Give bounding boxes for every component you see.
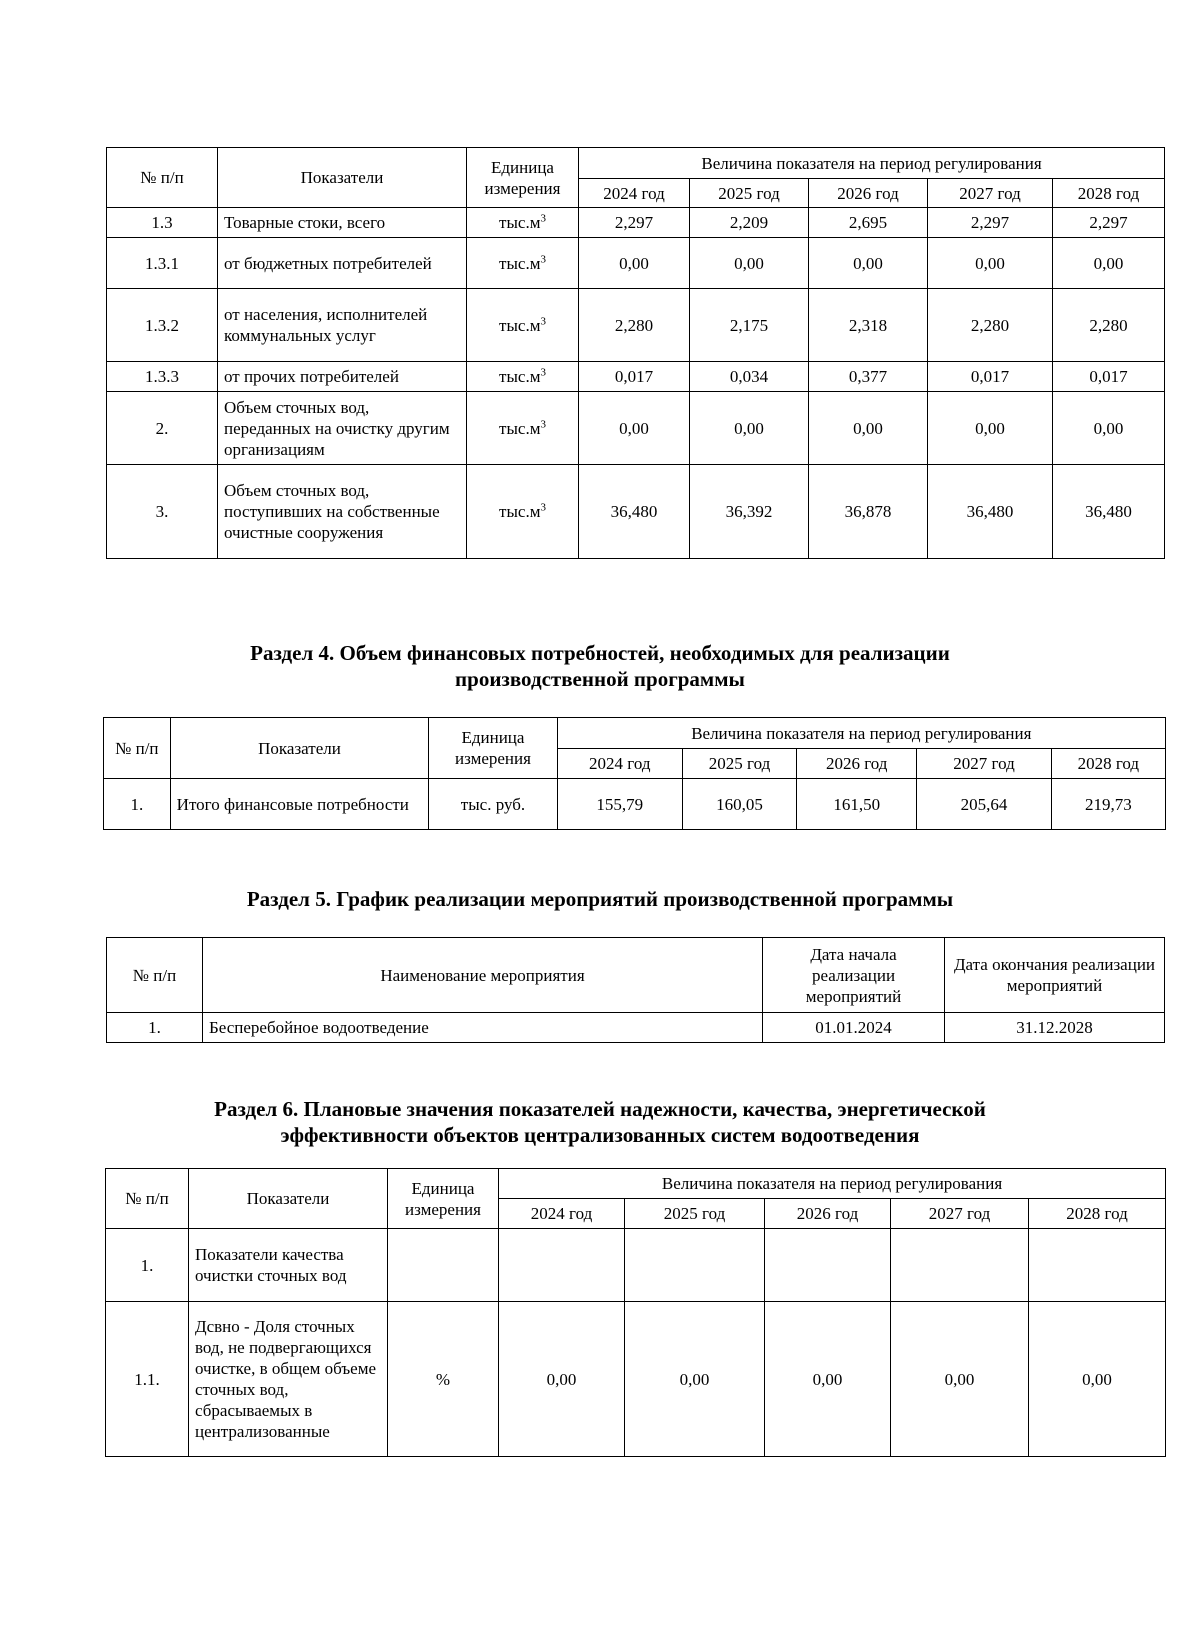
row-name: Товарные стоки, всего (218, 208, 467, 238)
value-cell (765, 1229, 891, 1302)
col-header-period: Величина показателя на период регулирования (499, 1169, 1166, 1199)
col-header-num: № п/п (106, 1169, 189, 1229)
year-header: 2025 год (682, 749, 796, 779)
value-cell: 0,00 (1053, 392, 1165, 465)
value-cell: 2,280 (928, 289, 1053, 362)
year-header: 2025 год (690, 179, 809, 208)
table-row (107, 362, 1165, 392)
row-name: Бесперебойное водоотведение (203, 1013, 763, 1043)
schedule-table (106, 937, 1165, 1043)
col-header-unit: Единица измерения (429, 718, 557, 779)
value-cell: 0,00 (690, 392, 809, 465)
row-unit: тыс. руб. (429, 779, 557, 830)
value-cell: 0,00 (765, 1302, 891, 1457)
year-header: 2027 год (891, 1199, 1029, 1229)
value-cell: 2,297 (928, 208, 1053, 238)
financial-needs-table (103, 717, 1166, 830)
col-header-unit: Единица измерения (467, 148, 579, 208)
value-cell: 2,209 (690, 208, 809, 238)
table-row (107, 465, 1165, 559)
value-cell: 2,297 (1053, 208, 1165, 238)
value-cell: 0,00 (809, 392, 928, 465)
col-header-num: № п/п (107, 148, 218, 208)
row-num: 1.3.2 (107, 289, 218, 362)
row-name: Дсвно - Доля сточных вод, не подвергающихся очистке, в общем объеме сточных вод, сбрасываемых в централизованные (189, 1302, 388, 1457)
row-unit: $тыс.м^3$ (467, 465, 579, 559)
value-cell: 0,377 (809, 362, 928, 392)
section5-title: Раздел 5. График реализации мероприятий производственной программы (246, 887, 954, 911)
row-num: 1.1. (106, 1302, 189, 1457)
value-cell: 0,00 (928, 238, 1053, 289)
value-cell: 0,00 (928, 392, 1053, 465)
section4-title-line2: производственной программы (455, 667, 745, 691)
value-cell: 0,00 (891, 1302, 1029, 1457)
row-name: от бюджетных потребителей (218, 238, 467, 289)
value-cell: 2,695 (809, 208, 928, 238)
col-header-num: № п/п (107, 938, 203, 1013)
year-header: 2027 год (928, 179, 1053, 208)
value-cell: 2,280 (579, 289, 690, 362)
row-num: 1.3 (107, 208, 218, 238)
row-unit: $тыс.м^3$ (467, 289, 579, 362)
section6-title (0, 1096, 1200, 1148)
year-header: 2028 год (1053, 179, 1165, 208)
value-cell: 0,017 (579, 362, 690, 392)
section6-title-line1: Раздел 6. Плановые значения показателей надежности, качества, энергетической (214, 1097, 986, 1121)
row-num: 2. (107, 392, 218, 465)
col-header-period: Величина показателя на период регулирования (557, 718, 1165, 749)
row-name: от населения, исполнителей коммунальных услуг (218, 289, 467, 362)
col-header-period: Величина показателя на период регулирования (579, 148, 1165, 179)
value-cell: 2,280 (1053, 289, 1165, 362)
year-header: 2024 год (579, 179, 690, 208)
row-name: Итого финансовые потребности (170, 779, 429, 830)
value-cell: 2,297 (579, 208, 690, 238)
year-header: 2026 год (765, 1199, 891, 1229)
col-header-indicator: Показатели (218, 148, 467, 208)
table-row (107, 392, 1165, 465)
row-unit: $тыс.м^3$ (467, 208, 579, 238)
col-header-end: Дата окончания реализации мероприятий (945, 938, 1165, 1013)
value-cell: 36,480 (579, 465, 690, 559)
value-cell: 0,017 (1053, 362, 1165, 392)
row-name: Объем сточных вод, поступивших на собственные очистные сооружения (218, 465, 467, 559)
row-unit: $тыс.м^3$ (467, 362, 579, 392)
year-header: 2024 год (557, 749, 682, 779)
value-cell (625, 1229, 765, 1302)
table-row (106, 1229, 1166, 1302)
table-row (107, 289, 1165, 362)
row-num: 1. (106, 1229, 189, 1302)
row-num: 1. (104, 779, 171, 830)
col-header-name: Наименование мероприятия (203, 938, 763, 1013)
value-cell (1029, 1229, 1166, 1302)
end-date: 31.12.2028 (945, 1013, 1165, 1043)
table-row (107, 208, 1165, 238)
value-cell: 0,017 (928, 362, 1053, 392)
col-header-indicator: Показатели (189, 1169, 388, 1229)
value-cell: 0,00 (690, 238, 809, 289)
value-cell: 36,392 (690, 465, 809, 559)
row-num: 1. (107, 1013, 203, 1043)
value-cell: 36,878 (809, 465, 928, 559)
table-row (104, 779, 1166, 830)
wastewater-volume-table (106, 147, 1165, 559)
reliability-indicators-table (105, 1168, 1166, 1457)
value-cell: 0,00 (1029, 1302, 1166, 1457)
row-unit: $тыс.м^3$ (467, 392, 579, 465)
row-name: от прочих потребителей (218, 362, 467, 392)
col-header-unit: Единица измерения (388, 1169, 499, 1229)
row-name: Показатели качества очистки сточных вод (189, 1229, 388, 1302)
year-header: 2026 год (797, 749, 917, 779)
value-cell: 0,034 (690, 362, 809, 392)
value-cell: 0,00 (579, 238, 690, 289)
value-cell: 155,79 (557, 779, 682, 830)
row-num: 3. (107, 465, 218, 559)
section6-title-line2: эффективности объектов централизованных систем водоотведения (280, 1123, 920, 1147)
section4-title (0, 640, 1200, 692)
value-cell: 0,00 (499, 1302, 625, 1457)
row-unit (388, 1229, 499, 1302)
year-header: 2027 год (917, 749, 1051, 779)
value-cell: 0,00 (625, 1302, 765, 1457)
section4-title-line1: Раздел 4. Объем финансовых потребностей, необходимых для реализации (250, 641, 950, 665)
value-cell (891, 1229, 1029, 1302)
table-row (107, 238, 1165, 289)
table-row (106, 1302, 1166, 1457)
start-date: 01.01.2024 (763, 1013, 945, 1043)
row-num: 1.3.1 (107, 238, 218, 289)
value-cell: 0,00 (579, 392, 690, 465)
year-header: 2028 год (1051, 749, 1165, 779)
row-name: Объем сточных вод, переданных на очистку другим организациям (218, 392, 467, 465)
value-cell: 205,64 (917, 779, 1051, 830)
value-cell: 219,73 (1051, 779, 1165, 830)
row-unit: % (388, 1302, 499, 1457)
year-header: 2026 год (809, 179, 928, 208)
col-header-num: № п/п (104, 718, 171, 779)
value-cell: 0,00 (809, 238, 928, 289)
table-row (107, 1013, 1165, 1043)
value-cell: 36,480 (1053, 465, 1165, 559)
value-cell: 2,318 (809, 289, 928, 362)
year-header: 2025 год (625, 1199, 765, 1229)
year-header: 2028 год (1029, 1199, 1166, 1229)
value-cell: 0,00 (1053, 238, 1165, 289)
row-num: 1.3.3 (107, 362, 218, 392)
value-cell: 161,50 (797, 779, 917, 830)
value-cell: 160,05 (682, 779, 796, 830)
year-header: 2024 год (499, 1199, 625, 1229)
col-header-indicator: Показатели (170, 718, 429, 779)
col-header-start: Дата начала реализации мероприятий (763, 938, 945, 1013)
row-unit: $тыс.м^3$ (467, 238, 579, 289)
value-cell: 2,175 (690, 289, 809, 362)
value-cell (499, 1229, 625, 1302)
value-cell: 36,480 (928, 465, 1053, 559)
